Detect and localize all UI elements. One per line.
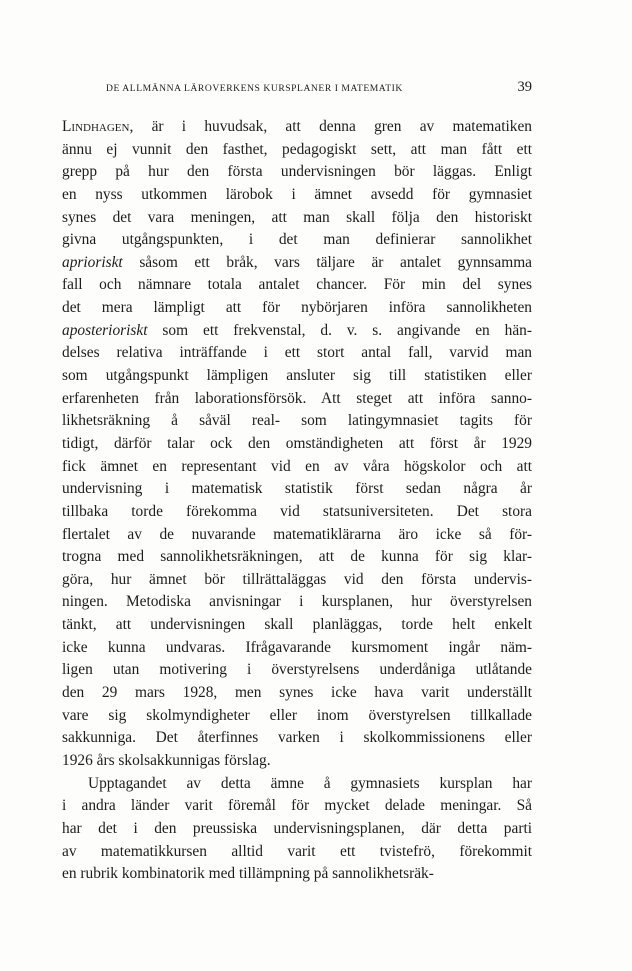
text-segment: grepp på hur den första undervisningen bör läggas. Enligt [62,163,532,181]
text-line [62,841,532,864]
text-segment: ligen utan motivering i överstyrelsens underdåniga utlåtande [62,661,532,679]
text-segment: flertalet av de nuvarande matematiklärarna äro icke så för- [62,525,532,543]
text-segment: trogna med sannolikhetsräkningen, att de kunna för sig klar- [62,548,532,566]
author-name: Lindhagen [62,118,130,135]
text-segment: synes det vara meningen, att man skall följa den historiskt [62,208,532,226]
text-segment: Upptagandet av detta ämne å gymnasiets kursplan har [88,774,532,792]
text-line [62,569,532,592]
text-line [62,320,532,343]
text-line [62,727,532,750]
body-text [62,116,532,886]
text-segment: i andra länder varit föremål för mycket delade meningar. Så [62,797,532,815]
text-segment: icke kunna undvaras. Ifrågavarande kursmoment ingår näm- [62,638,532,656]
text-segment: erfarenheten från laborationsförsök. Att steget att införa sanno- [62,389,532,407]
text-segment: göra, hur ämnet bör tillrättaläggas vid den första undervis- [62,570,532,588]
page-number: 39 [517,79,532,95]
italic-term: aposterioriskt [62,321,148,339]
text-line [62,637,532,660]
text-line [62,388,532,411]
text-line [62,161,532,184]
text-segment: som utgångspunkt lämpligen ansluter sig till statistiken eller [62,367,532,385]
text-segment: tidigt, därför talar ock den omständigheten att först år 1929 [62,434,532,452]
text-segment: givna utgångspunkten, i det man definierar sannolikhet [62,231,532,249]
text-segment: det mera lämpligt att för nybörjaren införa sannolikheten [62,299,532,317]
text-segment: 1926 års skolsakkunnigas förslag. [62,751,271,769]
text-line [62,478,532,501]
italic-term: aprioriskt [62,253,123,271]
text-line [62,614,532,637]
text-line [62,750,532,773]
running-title: DE ALLMÄNNA LÄROVERKENS KURSPLANER I MATEMATIK [106,83,403,94]
text-segment: ännu ej vunnit den fasthet, pedagogiskt sett, att man fått ett [62,140,532,158]
text-line [62,252,532,275]
text-line [62,773,532,796]
text-line [62,342,532,365]
text-line [62,229,532,252]
text-segment: såsom ett bråk, vars täljare är antalet gynnsamma [122,253,532,271]
text-segment: tänkt, att undervisningen skall planläggas, torde helt enkelt [62,616,532,634]
text-line [62,682,532,705]
text-line [62,524,532,547]
text-line [62,365,532,388]
text-line [62,456,532,479]
text-line [62,501,532,524]
text-line [62,433,532,456]
text-line [62,546,532,569]
page-header [92,80,538,98]
text-line [62,863,532,886]
text-line [62,184,532,207]
text-line [62,297,532,320]
text-line [62,274,532,297]
text-segment: den 29 mars 1928, men synes icke hava varit underställt [62,684,532,702]
text-segment: undervisning i matematisk statistik först sedan några år [62,480,532,498]
text-line [62,818,532,841]
text-segment: har det i den preussiska undervisningsplanen, där detta parti [62,819,532,837]
text-segment: fall och nämnare totala antalet chancer. För min del synes [62,276,532,294]
text-segment: fick ämnet en representant vid en av våra högskolor och att [62,457,532,475]
text-segment: som ett frekvenstal, d. v. s. angivande en hän- [147,321,532,339]
text-line [62,795,532,818]
text-line [62,139,532,162]
text-segment: en nyss utkommen lärobok i ämnet avsedd för gymnasiet [62,185,532,203]
text-segment: tillbaka torde förekomma vid statsuniversiteten. Det stora [62,502,532,520]
text-segment: av matematikkursen alltid varit ett tvistefrö, förekommit [62,842,532,860]
text-segment: delses relativa inträffande i ett stort antal fall, varvid man [62,344,532,362]
text-segment: , är i huvudsak, att denna gren av matematiken [129,118,532,135]
text-line [62,116,532,139]
text-line [62,705,532,728]
text-line [62,207,532,230]
text-segment: ningen. Metodiska anvisningar i kursplanen, hur överstyrelsen [62,593,532,611]
text-segment: vare sig skolmyndigheter eller inom överstyrelsen tillkallade [62,706,532,724]
text-line [62,410,532,433]
text-segment: en rubrik kombinatorik med tillämpning på sannolikhetsräk- [62,865,434,883]
text-line [62,659,532,682]
text-segment: sakkunniga. Det återfinnes varken i skolkommissionens eller [62,729,532,747]
text-segment: likhetsräkning å såväl real- som latingymnasiet tagits för [62,412,532,430]
text-line [62,591,532,614]
